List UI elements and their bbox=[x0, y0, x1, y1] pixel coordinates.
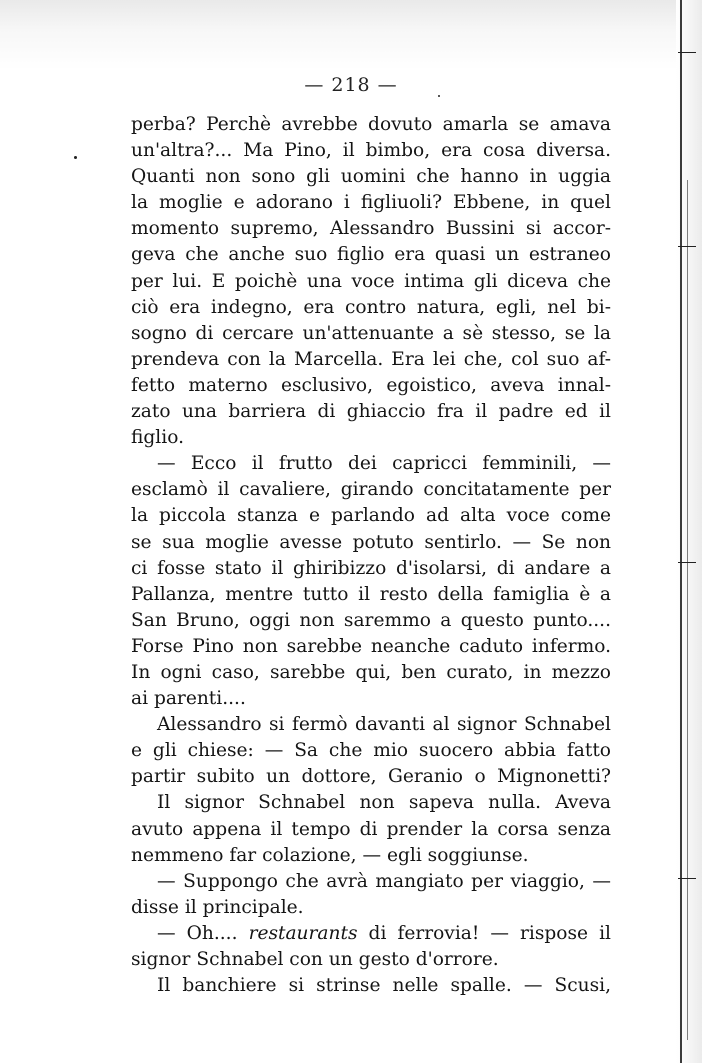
text-line: ci fosse stato il ghiribizzo d'isolarsi, di andare a bbox=[131, 557, 611, 579]
text-line: Pallanza, mentre tutto il resto della famiglia è a bbox=[131, 583, 611, 605]
text-line: perba? Perchè avrebbe dovuto amarla se amava bbox=[131, 114, 611, 135]
text-line: la moglie e adorano i figliuoli? Ebbene, in quel bbox=[131, 192, 611, 214]
edge-tick bbox=[678, 52, 696, 53]
edge-tick bbox=[678, 562, 696, 563]
text-line: prendeva con la Marcella. Era lei che, col suo af- bbox=[131, 348, 611, 370]
text-line: fetto materno esclusivo, egoistico, aveva innal- bbox=[131, 374, 611, 396]
text-line: Quanti non sono gli uomini che hanno in uggia bbox=[131, 166, 611, 188]
text-line: San Bruno, oggi non saremmo a questo punto.... bbox=[131, 609, 611, 631]
text-line: geva che anche suo figlio era quasi un estraneo bbox=[131, 244, 611, 266]
text-line: momento supremo, Alessandro Bussini si accor- bbox=[131, 218, 611, 240]
page-edge-line bbox=[680, 0, 682, 1063]
text-line: ai parenti.... bbox=[131, 688, 246, 710]
text-line: — Ecco il frutto dei capricci femminili, — bbox=[157, 453, 611, 475]
page-number: — 218 — bbox=[304, 74, 398, 96]
text-line: per lui. E poichè una voce intima gli diceva che bbox=[131, 270, 611, 292]
page-edge-shadow bbox=[676, 0, 702, 1063]
text-line: zato una barriera di ghiaccio fra il padre ed il bbox=[131, 401, 611, 423]
text-line: In ogni caso, sarebbe qui, ben curato, in mezzo bbox=[131, 661, 611, 683]
text-line: un'altra?... Ma Pino, il bimbo, era cosa diversa. bbox=[131, 140, 611, 162]
text-line: disse il principale. bbox=[131, 896, 304, 918]
text-line: figlio. bbox=[131, 427, 184, 449]
edge-tick bbox=[678, 878, 696, 879]
text-line: se sua moglie avesse potuto sentirlo. — Se non bbox=[131, 531, 611, 553]
text-line: Forse Pino non sarebbe neanche caduto infermo. bbox=[131, 635, 611, 657]
text-line: avuto appena il tempo di prender la corsa senza bbox=[131, 818, 611, 840]
text-line: sogno di cercare un'attenuante a sè stesso, se la bbox=[131, 322, 611, 344]
text-line: — Oh.... restaurants di ferrovia! — rispose il bbox=[157, 922, 611, 944]
page-edge-line-inner bbox=[687, 180, 688, 1040]
edge-tick bbox=[678, 246, 696, 247]
text-line: Alessandro si fermò davanti al signor Schnabel bbox=[157, 714, 611, 736]
body-text bbox=[131, 112, 611, 999]
text-line: Il signor Schnabel non sapeva nulla. Aveva bbox=[157, 792, 611, 814]
ink-speck bbox=[74, 156, 77, 159]
text-line: nemmeno far colazione, — egli soggiunse. bbox=[131, 844, 529, 866]
text-line: partir subito un dottore, Geranio o Mignonetti? bbox=[131, 766, 611, 788]
text-line: esclamò il cavaliere, girando concitatamente per bbox=[131, 479, 611, 501]
text-line: e gli chiese: — Sa che mio suocero abbia fatto bbox=[131, 740, 611, 762]
text-line: la piccola stanza e parlando ad alta voce come bbox=[131, 505, 611, 527]
text-line: ciò era indegno, era contro natura, egli, nel bi- bbox=[131, 296, 611, 318]
text-line: signor Schnabel con un gesto d'orrore. bbox=[131, 949, 499, 970]
text-line: — Suppongo che avrà mangiato per viaggio, — bbox=[157, 870, 611, 892]
text-line: Il banchiere si strinse nelle spalle. — Scusi, bbox=[157, 975, 611, 997]
italic-word: restaurants bbox=[248, 922, 358, 944]
